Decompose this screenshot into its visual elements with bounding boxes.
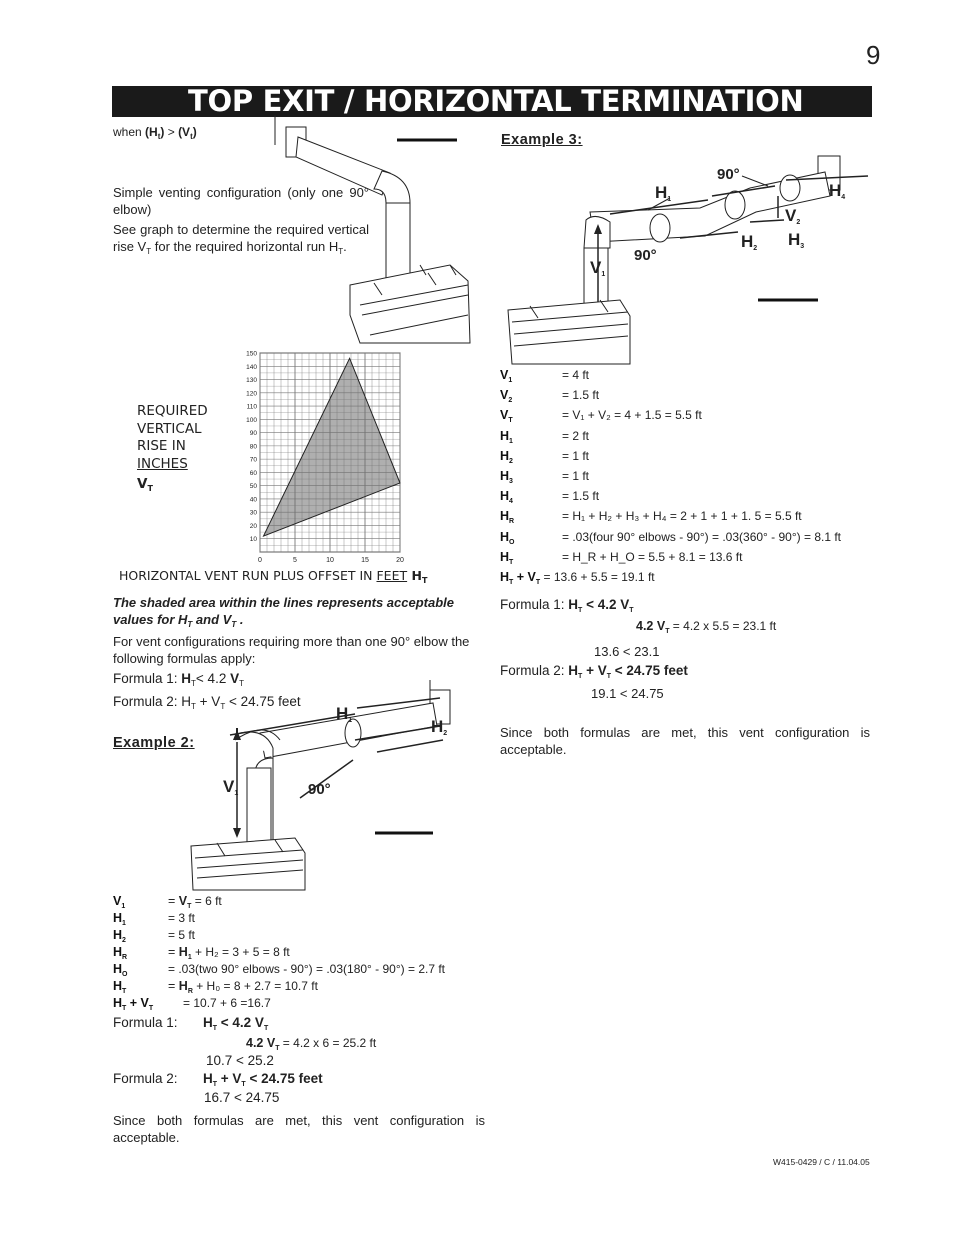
- ex3-formula-2-compare: 19.1 < 24.75: [591, 686, 664, 701]
- ex2-row: $H_1 = 3$ ft: [113, 911, 196, 927]
- chart-y-tick-label: 20: [249, 522, 257, 530]
- simple-config-text: Simple venting configuration (only one 90° elbow): [113, 185, 369, 217]
- ex3-h4-label: H4: [829, 181, 846, 201]
- chart-y-tick-label: 60: [249, 469, 257, 477]
- chart-y-label: REQUIRED VERTICAL RISE IN INCHES $V_T$: [137, 403, 208, 493]
- chart-y-tick-label: 10: [249, 536, 257, 544]
- ex3-formula-1-compare: 13.6 < 23.1: [594, 644, 660, 659]
- vent-run-chart: [236, 348, 408, 568]
- ex2-angle-label: 90°: [308, 781, 331, 798]
- example-2-table: [113, 893, 445, 1012]
- ex2-formula-1-calc: 4.2 $V_T = 4.2$ x 6 = 25.2 ft: [246, 1036, 377, 1052]
- ex2-conclusion: Since both formulas are met, this vent configuration is acceptable.: [113, 1113, 485, 1145]
- ex2-row: $H_O = .03(two$ 90° elbows - 90°) = .03(180° - 90°) = 2.7 ft: [113, 962, 446, 978]
- ex3-formula-1-calc: 4.2 $V_T = 4.2$ x 5.5 = 23.1 ft: [636, 619, 777, 635]
- ex2-row: $H_R = H_1 + H_2 = 3 + 5 = 8$ ft: [113, 945, 290, 961]
- ex2-row: $H_T = H_R + H_0 = 8 + 2.7 = 10.7$ ft: [113, 979, 318, 995]
- chart-x-tick-label: 20: [396, 557, 404, 564]
- shaded-area-note: The shaded area within the lines represents acceptable values for $H_T$ and $V_T$ .: [113, 595, 455, 629]
- ex3-row: $H_R = H_1 + H_2 + H_3 + H_4 = 2 + 1 + 1 + 1$. 5 = 5.5 ft: [500, 509, 802, 526]
- ex3-row: $H_1 = 2$ ft: [500, 428, 590, 445]
- multi-elbow-text: For vent configurations requiring more than one 90° elbow the following formulas apply:: [113, 634, 470, 666]
- ex3-row: $H_2 = 1$ ft: [500, 448, 590, 465]
- ex3-h2-label: H2: [741, 232, 758, 252]
- footer-code: W415-0429 / C / 11.04.05: [773, 1157, 870, 1167]
- ex2-formula-2: Formula 2: $H_T + V_T < 24.75$ feet: [113, 1071, 323, 1088]
- ex3-formula-2: Formula 2: $H_T + V_T < 24.75$ feet: [500, 663, 688, 680]
- see-graph-text: See graph to determine the required vertical rise $V_T$ for the required horizontal run $H_T$.: [113, 222, 369, 256]
- page-number: 9: [866, 40, 881, 70]
- chart-y-tick-label: 150: [246, 350, 257, 358]
- single-elbow-diagram: [270, 115, 485, 345]
- chart-y-tick-label: 100: [246, 416, 257, 424]
- chart-x-tick-label: 5: [293, 557, 297, 564]
- ex2-v1-label: V1: [223, 777, 239, 797]
- when-condition: when $(H_t) > (V_t)$: [113, 125, 197, 141]
- page-title: TOP EXIT / HORIZONTAL TERMINATION: [188, 84, 804, 118]
- chart-y-tick-label: 70: [249, 456, 257, 464]
- ex3-formula-1: Formula 1: $H_T < 4.2$ $V_T$: [500, 597, 634, 614]
- chart-y-tick-label: 40: [249, 496, 257, 504]
- chart-y-tick-label: 90: [249, 430, 257, 438]
- ex3-row: $V_2 = 1.5$ ft: [500, 388, 600, 405]
- ex3-row: $H_O$ = .03(four 90° elbows - 90°) = .03(360° - 90°) = 8.1 ft: [500, 529, 842, 546]
- chart-x-tick-label: 0: [258, 557, 262, 564]
- ex3-angle-top: 90°: [717, 166, 740, 183]
- chart-y-tick-label: 140: [246, 363, 257, 371]
- formula-2: Formula 2: $H_T + V_T < 24.75$ feet: [113, 694, 301, 711]
- ex3-sum-row: $H_T + V_T = 13.6 + 5.5 = 19.1$ ft: [500, 569, 655, 586]
- chart-y-tick-label: 110: [246, 403, 257, 411]
- ex2-formula-2-compare: 16.7 < 24.75: [204, 1090, 280, 1105]
- example-2-heading: Example 2:: [113, 735, 195, 751]
- ex3-v1-label: V1: [590, 258, 606, 278]
- chart-x-tick-label: 15: [361, 557, 369, 564]
- ex2-row: $H_T + V_T = 10.7 + 6 =16.7$: [113, 996, 271, 1012]
- ex3-row: $H_T$ = H_R + H_O = 5.5 + 8.1 = 13.6 ft: [500, 549, 743, 566]
- ex2-formula-1-compare: 10.7 < 25.2: [206, 1053, 274, 1068]
- ex2-h1-label: H1: [336, 704, 353, 724]
- chart-y-tick-label: 120: [246, 390, 257, 398]
- ex3-row: $V_1 = 4$ ft: [500, 368, 590, 384]
- ex3-row: $H_4 = 1.5$ ft: [500, 489, 600, 506]
- chart-y-tick-label: 80: [249, 443, 257, 451]
- chart-x-label: HORIZONTAL VENT RUN PLUS OFFSET IN FEET $H_T$: [119, 568, 428, 585]
- ex3-conclusion: Since both formulas are met, this vent configuration is acceptable.: [500, 725, 870, 757]
- chart-x-tick-label: 10: [326, 557, 334, 564]
- ex3-v2-label: V2: [785, 206, 801, 226]
- chart-y-tick-label: 50: [249, 483, 257, 491]
- formula-1: Formula 1: $H_T< 4.2$ $V_T$: [113, 671, 244, 688]
- example-3-table: [500, 367, 841, 589]
- ex3-h3-label: H3: [788, 230, 805, 250]
- ex3-angle-bottom: 90°: [634, 247, 657, 264]
- ex3-row: $H_3 = 1$ ft: [500, 468, 590, 485]
- example-3-heading: Example 3:: [501, 132, 583, 148]
- chart-y-tick-label: 30: [249, 509, 257, 517]
- ex3-row: $V_T = V_1 + V_2 = 4 + 1.5 = 5.5$ ft: [500, 408, 702, 425]
- example-3-diagram: [500, 150, 880, 365]
- ex3-h1-label: H1: [655, 183, 672, 203]
- ex2-row: $V_1 = V_T = 6$ ft: [113, 894, 222, 910]
- ex2-row: $H_2 = 5$ ft: [113, 928, 196, 944]
- chart-y-tick-label: 130: [246, 377, 257, 385]
- ex2-formula-1: Formula 1: $H_T < 4.2$ $V_T$: [113, 1015, 269, 1032]
- ex2-h2-label: H2: [431, 717, 448, 737]
